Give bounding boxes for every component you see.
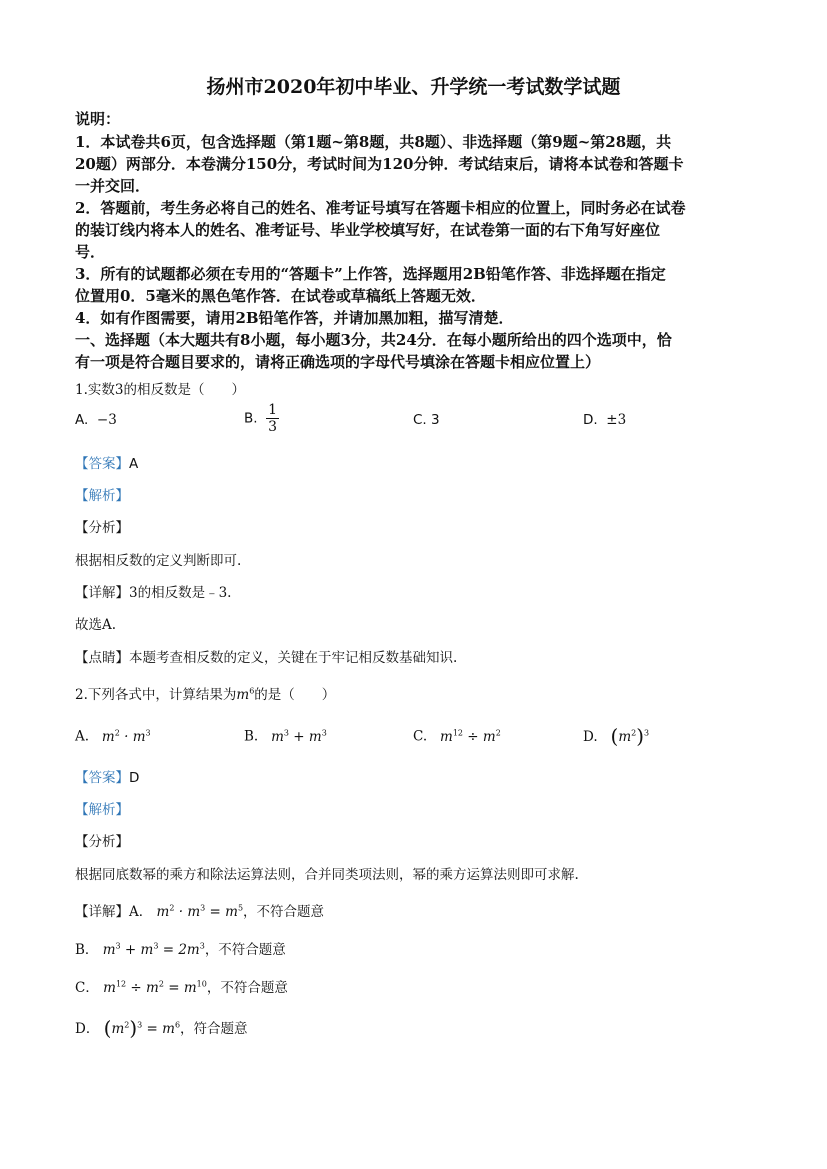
q1-answer: 【答案】A: [75, 456, 139, 472]
q2-fenxi-tag: 【分析】: [75, 834, 129, 850]
q1-option-b: B. $\frac{1}{3}$: [244, 402, 278, 435]
instruction-line: 2．答题前，考生务必将自己的姓名、准考证号填写在答题卡相应的位置上，同时务必在试卷: [75, 199, 686, 217]
section-heading: 一、选择题（本大题共有8小题，每小题3分，共24分．在每小题所给出的四个选项中，恰: [75, 331, 672, 349]
q2-detail-c: C． $m^{12} \div m^2 = m^{10}$，不符合题意: [75, 979, 288, 996]
math-m6: $m^6$: [236, 686, 255, 703]
q2-option-d: D. $(m^2)^3$: [583, 724, 650, 748]
q1-fenxi-text: 根据相反数的定义判断即可.: [75, 553, 242, 569]
q2-fenxi-text: 根据同底数幂的乘方和除法运算法则，合并同类项法则，幂的乘方运算法则即可求解.: [75, 867, 579, 883]
q2-option-b: B. $m^3 + m^3$: [244, 728, 327, 745]
q1-stem: 1.实数3的相反数是（ ）: [75, 382, 245, 398]
instruction-line: 号．: [75, 243, 106, 261]
instruction-line: 20题）两部分．本卷满分150分，考试时间为120分钟．考试结束后，请将本试卷和答题卡: [75, 155, 684, 173]
section-heading: 有一项是符合题目要求的，请将正确选项的字母代号填涂在答题卡相应位置上）: [75, 353, 601, 371]
instruction-line: 4．如有作图需要，请用2B铅笔作答，并请加黑加粗，描写清楚．: [75, 309, 514, 327]
instruction-line: 3．所有的试题都必须在专用的“答题卡”上作答，选择题用2B铅笔作答、非选择题在指定: [75, 265, 666, 283]
fraction-one-third: $\frac{1}{3}$: [268, 402, 278, 435]
q2-detail-a: 【详解】A． $m^2 \cdot m^3 = m^5$，不符合题意: [75, 903, 325, 920]
q1-detail: 【详解】3的相反数是﹣3.: [75, 585, 232, 601]
math-expression: $m^2 \cdot m^3 = m^5$: [156, 903, 244, 920]
math-expression: $m^2 \cdot m^3$: [101, 728, 151, 745]
q1-option-d: D. ±3: [583, 412, 627, 428]
q2-detail-b: B． $m^3 + m^3 = 2m^3$，不符合题意: [75, 941, 286, 958]
instruction-line: 一并交回．: [75, 177, 151, 195]
q1-conclusion: 故选A.: [75, 617, 117, 633]
math-expression: $m^3 + m^3 = 2m^3$: [102, 941, 205, 958]
instruction-line: 1．本试卷共6页，包含选择题（第1题~第8题，共8题）、非选择题（第9题~第28题，共: [75, 133, 672, 151]
math-expression: $m^{12} \div m^2 = m^{10}$: [103, 979, 207, 996]
q1-analysis-tag: 【解析】: [75, 488, 129, 504]
instructions-heading: 说明：: [75, 110, 121, 128]
q1-option-a: A. −3: [75, 412, 117, 428]
math-expression: $m^{12} \div m^2$: [440, 728, 501, 745]
math-expression: $(m^2)^3 = m^6$: [103, 1016, 181, 1040]
instruction-line: 位置用0．5毫米的黑色笔作答．在试卷或草稿纸上答题无效．: [75, 287, 486, 305]
q1-option-c: C. 3: [413, 412, 440, 428]
q2-detail-d: D． $(m^2)^3 = m^6$，符合题意: [75, 1016, 248, 1040]
q2-option-c: C. $m^{12} \div m^2$: [413, 728, 501, 745]
q2-stem: 2.下列各式中，计算结果为$m^6$的是（ ）: [75, 686, 336, 703]
math-expression: $m^3 + m^3$: [271, 728, 327, 745]
q1-comment: 【点睛】本题考查相反数的定义，关键在于牢记相反数基础知识.: [75, 650, 458, 666]
q2-answer: 【答案】D: [75, 770, 140, 786]
page-title: 扬州市2020年初中毕业、升学统一考试数学试题: [206, 76, 621, 98]
instruction-line: 的装订线内将本人的姓名、准考证号、毕业学校填写好，在试卷第一面的右下角写好座位: [75, 221, 661, 239]
q2-option-a: A. $m^2 \cdot m^3$: [75, 728, 151, 745]
math-expression: $(m^2)^3$: [610, 724, 650, 748]
q1-fenxi-tag: 【分析】: [75, 520, 129, 536]
q2-analysis-tag: 【解析】: [75, 802, 129, 818]
